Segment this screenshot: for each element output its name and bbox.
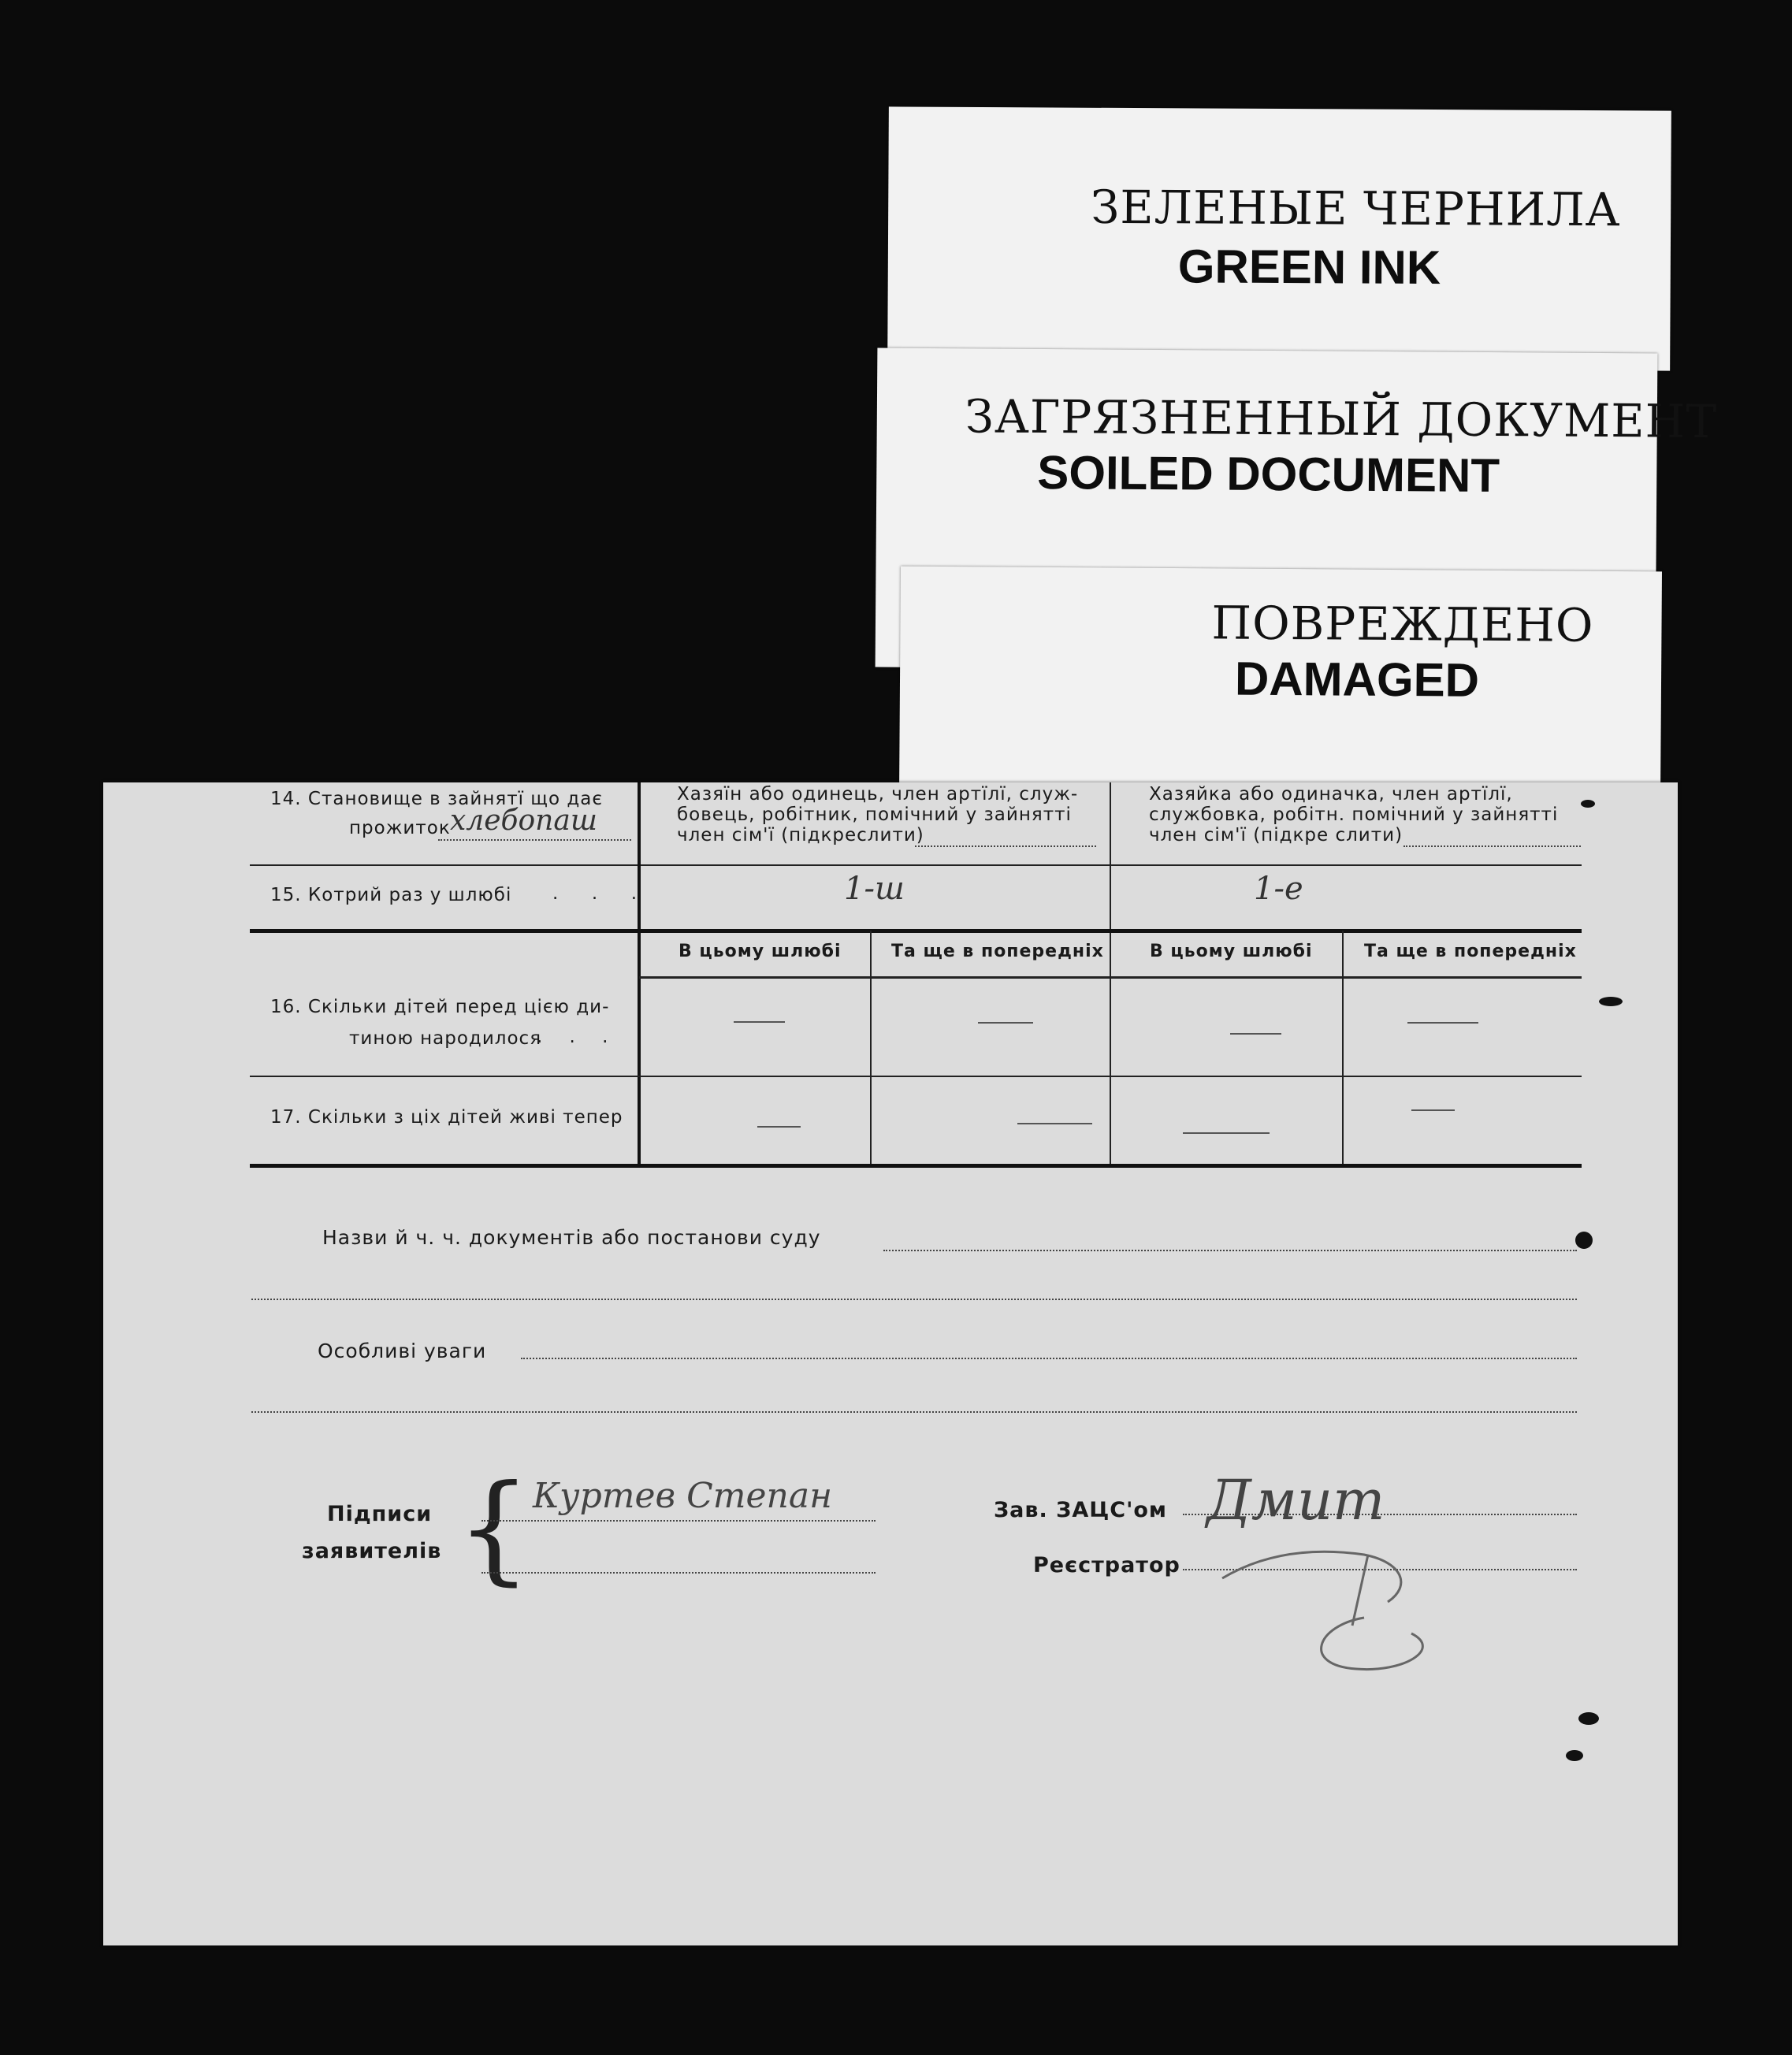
label-green-ink-en: GREEN INK — [1177, 240, 1441, 295]
damage-hole-4 — [1578, 1712, 1599, 1725]
row16-husband-prev-dash — [978, 1022, 1033, 1024]
row17-husband-prev-dash — [1017, 1123, 1092, 1124]
row16-label-line2: тиною народилося — [349, 1028, 542, 1049]
row14-bottom-line — [250, 864, 1582, 866]
row15-label: 15. Котрий раз у шлюбі — [270, 885, 512, 905]
damage-hole-2 — [1599, 997, 1623, 1006]
row14-wife-line2: службовка, робітн. помічний у зайнятті — [1149, 805, 1559, 825]
row14-label-line1: 14. Становище в зайнятї що дає — [270, 789, 603, 809]
label-card-green-ink — [887, 106, 1671, 370]
husband-previous-header: Та ще в попередніх — [891, 942, 1104, 961]
remarks-label: Особливі уваги — [318, 1340, 487, 1362]
row14-husband-dotted — [915, 845, 1096, 847]
head-signature: Дмит — [1206, 1468, 1385, 1533]
applicants-label-line2: заявителів — [302, 1539, 442, 1563]
row16-label-line1: 16. Скільки дітей перед цією ди- — [270, 997, 610, 1017]
remarks-line-2 — [251, 1411, 1577, 1413]
label-soiled-ru: ЗАГРЯЗНЕННЫЙ ДОКУМЕНТ — [965, 389, 1718, 448]
husband-subcolumn-divider — [870, 931, 872, 1167]
row16-bottom-line — [250, 1076, 1582, 1077]
wife-this-marriage-header: В цьому шлюбі — [1150, 942, 1313, 961]
damage-hole-5 — [1566, 1750, 1583, 1761]
row14-label-line2: прожиток — [349, 818, 451, 838]
row14-wife-dotted — [1403, 845, 1581, 847]
remarks-line-1 — [521, 1358, 1577, 1359]
damage-hole-3 — [1575, 1232, 1593, 1249]
subheader-bottom-line — [639, 976, 1582, 979]
applicants-brace: { — [456, 1460, 532, 1597]
row16-wife-this-dash — [1230, 1033, 1281, 1035]
row14-value-line — [438, 839, 631, 841]
documents-label: Назви й ч. ч. документів або постанови суду — [322, 1226, 821, 1249]
applicants-label-line1: Підписи — [327, 1502, 433, 1526]
spouse-column-divider — [1110, 782, 1111, 1167]
row14-husband-line1: Хазяїн або одинець, член артїлї, служ- — [677, 784, 1079, 805]
row16-wife-prev-dash — [1407, 1022, 1478, 1024]
row17-wife-this-dash — [1183, 1132, 1270, 1134]
documents-line-1 — [883, 1250, 1577, 1251]
label-soiled-en: SOILED DOCUMENT — [1037, 445, 1500, 503]
husband-this-marriage-header: В цьому шлюбі — [679, 942, 842, 961]
table-bottom-line — [250, 1164, 1582, 1168]
label-green-ink-ru: ЗЕЛЕНЫЕ ЧЕРНИЛА — [1091, 180, 1621, 237]
row16-husband-this-dash — [734, 1021, 785, 1023]
documents-line-2 — [251, 1299, 1577, 1300]
damage-hole-1 — [1581, 800, 1595, 808]
applicant-line-2 — [481, 1572, 876, 1574]
label-damaged-ru: ПОВРЕЖДЕНО — [1211, 596, 1594, 652]
row17-wife-prev-dash — [1411, 1109, 1455, 1111]
label-column-divider — [638, 782, 641, 1167]
row14-wife-line3: член сім'ї (підкре слити) — [1149, 825, 1403, 845]
head-of-registry-label: Зав. ЗАЦС'ом — [994, 1498, 1167, 1522]
applicant-signature: Куртев Степан — [533, 1476, 833, 1516]
row14-value-handwriting: хлебопаш — [450, 805, 597, 837]
head-line — [1183, 1514, 1577, 1515]
row17-husband-this-dash — [757, 1126, 801, 1128]
row14-husband-line2: бовець, робітник, помічний у зайнятті — [677, 805, 1072, 825]
registrar-signature-flourish — [1206, 1523, 1537, 1681]
label-card-damaged — [899, 567, 1662, 801]
registrar-label: Реєстратор — [1033, 1553, 1180, 1577]
form-page — [103, 782, 1678, 1945]
wife-subcolumn-divider — [1342, 931, 1344, 1167]
row16-label-dots: . . . — [537, 1027, 609, 1047]
row17-label: 17. Скільки з ціх дітей живі тепер — [270, 1107, 623, 1128]
row15-label-dots: . . . — [552, 883, 638, 904]
wife-previous-header: Та ще в попередніх — [1364, 942, 1577, 961]
row14-husband-line3: член сім'ї (підкреслити) — [677, 825, 924, 845]
label-damaged-en: DAMAGED — [1234, 652, 1480, 707]
row15-husband-handwriting: 1-ш — [844, 871, 905, 907]
row15-bottom-line — [250, 929, 1582, 933]
applicant-line-1 — [481, 1520, 876, 1522]
row14-wife-line1: Хазяйка або одиначка, член артїлї, — [1149, 784, 1513, 805]
row15-wife-handwriting: 1-е — [1254, 871, 1303, 907]
